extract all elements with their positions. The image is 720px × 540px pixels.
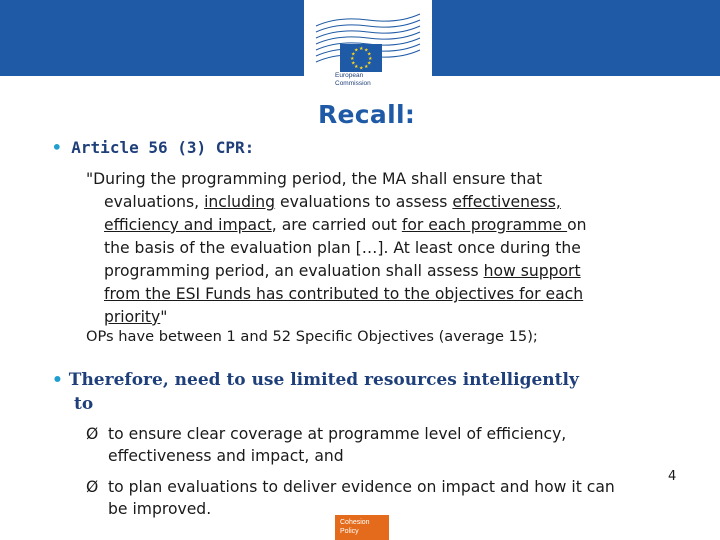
article-quote [86, 168, 686, 329]
svg-text:★: ★ [351, 51, 356, 58]
logo-text [335, 72, 371, 88]
sub-item-line-2: be improved. [108, 500, 212, 518]
bullet-label: Article 56 (3) CPR: [71, 138, 255, 157]
svg-text:★: ★ [364, 64, 369, 70]
commission-building-icon [308, 6, 428, 72]
quote-line-1: "During the programming period, the MA shall ensure that [86, 170, 543, 188]
sub-item-line-1: to ensure clear coverage at programme level of efficiency, [108, 425, 567, 443]
svg-text:★: ★ [368, 56, 373, 62]
quote-line-2: evaluations, including evaluations to assess effectiveness, [104, 193, 561, 211]
quote-line-5: programming period, an evaluation shall assess how support [104, 262, 581, 280]
quote-line-4: the basis of the evaluation plan […]. At least once during the [104, 239, 581, 257]
arrow-icon: Ø [86, 478, 99, 496]
bullet-line-1: Therefore, need to use limited resources intelligently [68, 370, 579, 390]
cohesion-policy-badge [335, 515, 389, 540]
quote-line-7: priority" [104, 308, 168, 326]
bullet-marker: • [52, 138, 62, 157]
svg-text:★: ★ [359, 65, 364, 72]
logo-line1: European [335, 72, 364, 79]
page-title: Recall: [318, 100, 416, 129]
sub-item [86, 423, 566, 467]
sub-item-line-2: effectiveness and impact, and [108, 447, 344, 465]
svg-text:★: ★ [350, 56, 355, 62]
bullet-article [52, 138, 254, 157]
bullet-therefore [52, 368, 692, 416]
badge-line-2: Policy [340, 528, 359, 535]
bullet-marker: • [52, 370, 63, 390]
svg-text:★: ★ [354, 64, 359, 70]
svg-text:★: ★ [367, 51, 372, 58]
sub-item [86, 476, 615, 520]
svg-text:★: ★ [367, 60, 372, 67]
svg-text:★: ★ [351, 60, 356, 67]
bullet-line-2: to [74, 394, 94, 414]
svg-text:★: ★ [359, 46, 364, 52]
svg-text:★: ★ [364, 47, 369, 54]
logo-line2: Commission [335, 80, 371, 87]
eu-commission-logo [304, 0, 432, 104]
arrow-icon: Ø [86, 425, 99, 443]
page-number: 4 [668, 469, 677, 484]
ops-note: OPs have between 1 and 52 Specific Objectives (average 15); [86, 328, 538, 345]
sub-item-line-1: to plan evaluations to deliver evidence on impact and how it can [108, 478, 615, 496]
quote-line-3: efficiency and impact, are carried out for each programme on [104, 216, 587, 234]
svg-text:★: ★ [354, 47, 359, 54]
quote-line-6: from the ESI Funds has contributed to the objectives for each [104, 285, 584, 303]
badge-line-1: Cohesion [340, 519, 370, 526]
